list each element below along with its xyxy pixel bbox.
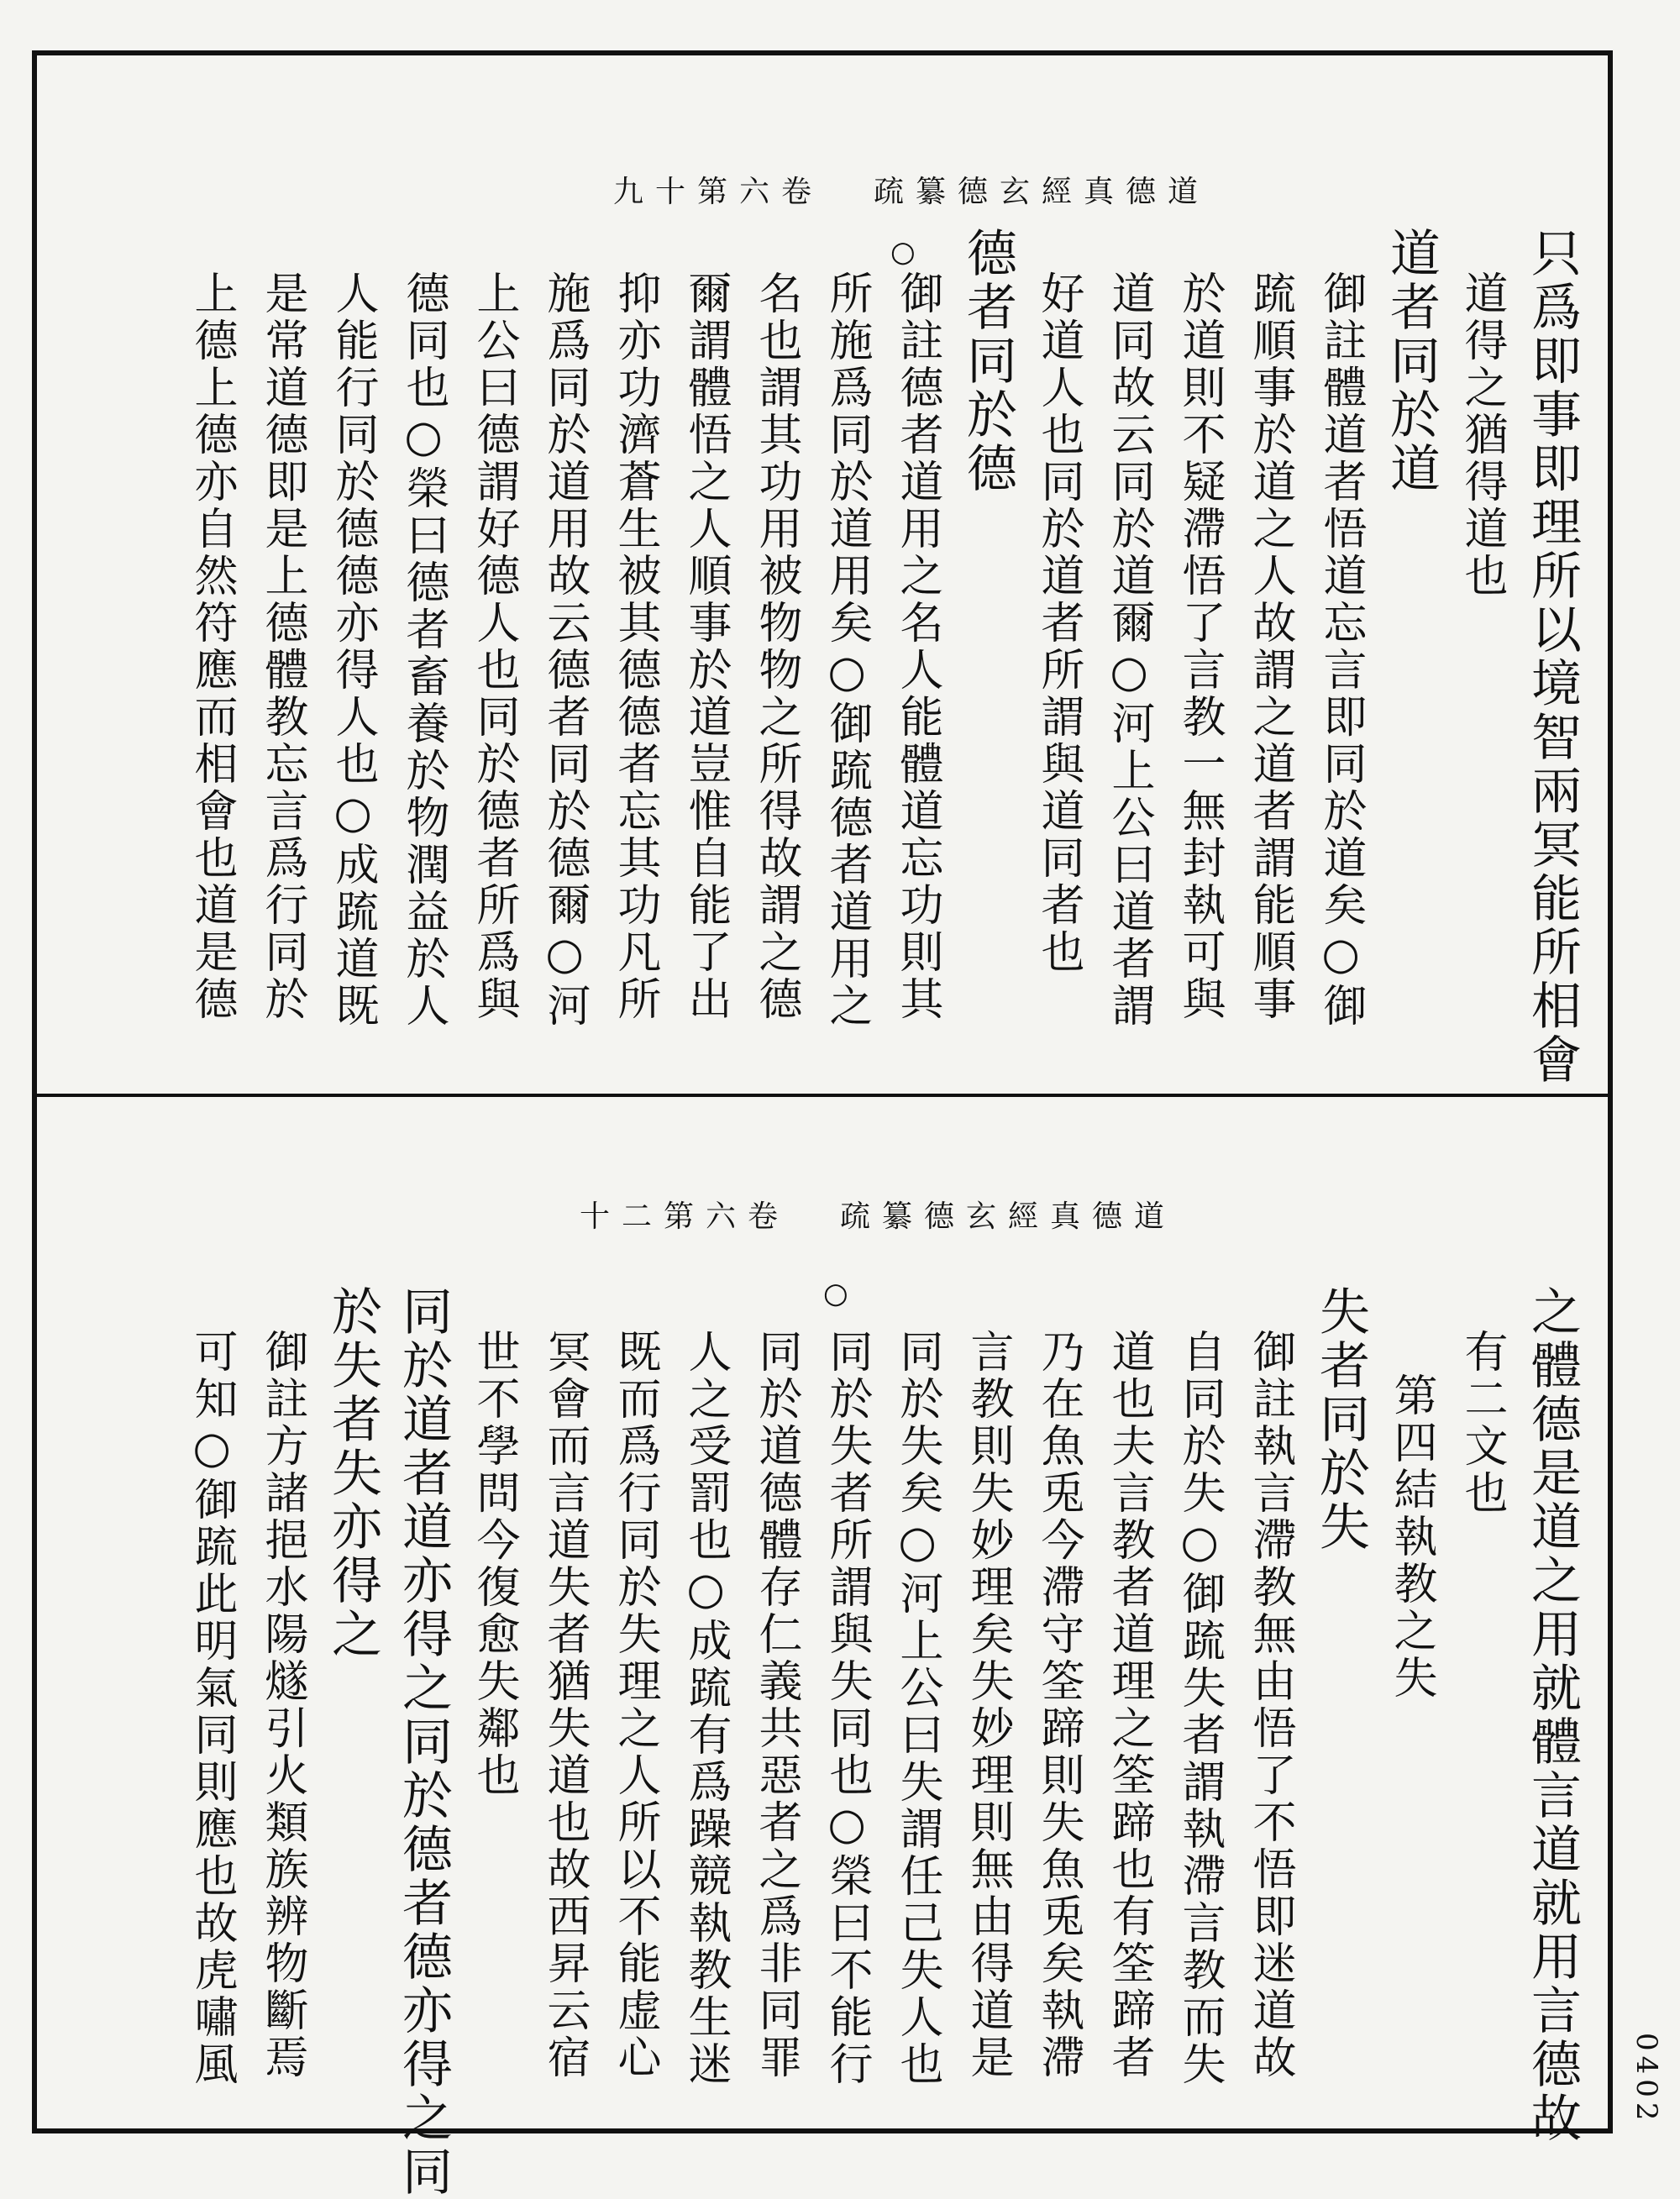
text-column: 自同於失○御䟽失者謂執滯言教而失	[1174, 1329, 1225, 2088]
text-column: 名也謂其功用被物物之所得故謂之德	[751, 270, 801, 1023]
text-column: 之體德是道之用就體言道就用言德故	[1523, 1285, 1582, 2145]
text-column: 冥會而言道失者猶失道也故西昇云宿	[539, 1329, 590, 2081]
text-column: 同於失矣○河上公曰失謂任己失人也	[892, 1329, 942, 2088]
lower-circle-mark: ○	[823, 1277, 848, 1310]
text-column: 世不學問今復愈失鄰也	[469, 1329, 519, 1799]
lower-text-columns	[59, 1285, 1588, 2199]
text-column: 道得之猶得道也	[1457, 270, 1507, 600]
text-column: 是常道德即是上德體教忘言爲行同於	[257, 270, 307, 1023]
text-column: 言教則失妙理矣失妙理則無由得道是	[963, 1329, 1013, 2081]
text-column: 上公曰德謂好德人也同於德者所爲與	[469, 270, 519, 1023]
text-column: 乃在魚兎今滯守筌蹄則失魚兎矣執滯	[1033, 1329, 1084, 2081]
text-column: 御註德者道用之名人能體道忘功則其	[892, 270, 942, 1023]
lower-header-volume: 卷六第二十	[580, 1199, 790, 1234]
text-column: 可知○御䟽此明氣同則應也故虎嘯風	[186, 1329, 237, 2088]
text-column: 爾謂體悟之人順事於道豈惟自能了出	[680, 270, 731, 1023]
text-column: 道同故云同於道爾○河上公曰道者謂	[1104, 270, 1154, 1030]
lower-running-header	[580, 1193, 1176, 1236]
text-column: 道者同於道	[1382, 227, 1441, 496]
text-column: 同於失者所謂與失同也○榮曰不能行	[822, 1329, 872, 2088]
upper-running-header	[613, 168, 1210, 211]
text-column: 第四結執教之失	[1386, 1372, 1436, 1702]
upper-header-volume: 卷六第十九	[613, 175, 824, 209]
text-column: 御註體道者悟道忘言即同於道矣○御	[1315, 270, 1366, 1030]
upper-leaf	[59, 151, 1588, 1087]
text-column: 德者同於德	[958, 227, 1017, 496]
text-column: 御註執言滯教無由悟了不悟即迷道故	[1245, 1329, 1295, 2081]
lower-header-title: 道德真經玄德纂疏	[840, 1199, 1177, 1234]
text-column: 於失者失亦得之	[323, 1285, 382, 1661]
text-column: 人之受罰也○成䟽有爲躁競執教生迷	[680, 1329, 731, 2088]
text-column: 䟽順事於道之人故謂之道者謂能順事	[1245, 270, 1295, 1023]
page-number: 0402	[1630, 2033, 1663, 2126]
text-column: 有二文也	[1457, 1329, 1507, 1517]
text-column: 同於道者道亦得之同於德者德亦得之同	[394, 1285, 453, 2199]
text-column: 道也夫言教者道理之筌蹄也有筌蹄者	[1104, 1329, 1154, 2081]
upper-circle-mark: ○	[890, 235, 916, 269]
text-column: 失者同於失	[1311, 1285, 1370, 1554]
text-column: 御註方諸挹水陽燧引火類族辨物斷焉	[257, 1329, 307, 2081]
upper-header-title: 道德真經玄德纂疏	[874, 175, 1210, 209]
text-column: 於道則不疑滯悟了言教一無封執可與	[1174, 270, 1225, 1023]
upper-text-columns	[59, 227, 1588, 1100]
text-column: 既而爲行同於失理之人所以不能虚心	[610, 1329, 660, 2081]
text-column: 德同也○榮曰德者畜養於物潤益於人	[398, 270, 449, 1030]
text-column: 施爲同於道用故云德者同於德爾○河	[539, 270, 590, 1030]
text-column: 好道人也同於道者所謂與道同者也	[1033, 270, 1084, 976]
text-column: 所施爲同於道用矣○御䟽德者道用之	[822, 270, 872, 1030]
text-column: 人能行同於德德亦得人也○成䟽道既	[328, 270, 378, 1030]
text-column: 同於道德體存仁義共惡者之爲非同罪	[751, 1329, 801, 2081]
text-column: 只爲即事即理所以境智兩冥能所相會	[1523, 227, 1582, 1087]
text-column: 抑亦功濟蒼生被其德德者忘其功凡所	[610, 270, 660, 1023]
lower-leaf	[59, 1193, 1588, 2199]
text-column: 上德上德亦自然符應而相會也道是德	[186, 270, 237, 1023]
